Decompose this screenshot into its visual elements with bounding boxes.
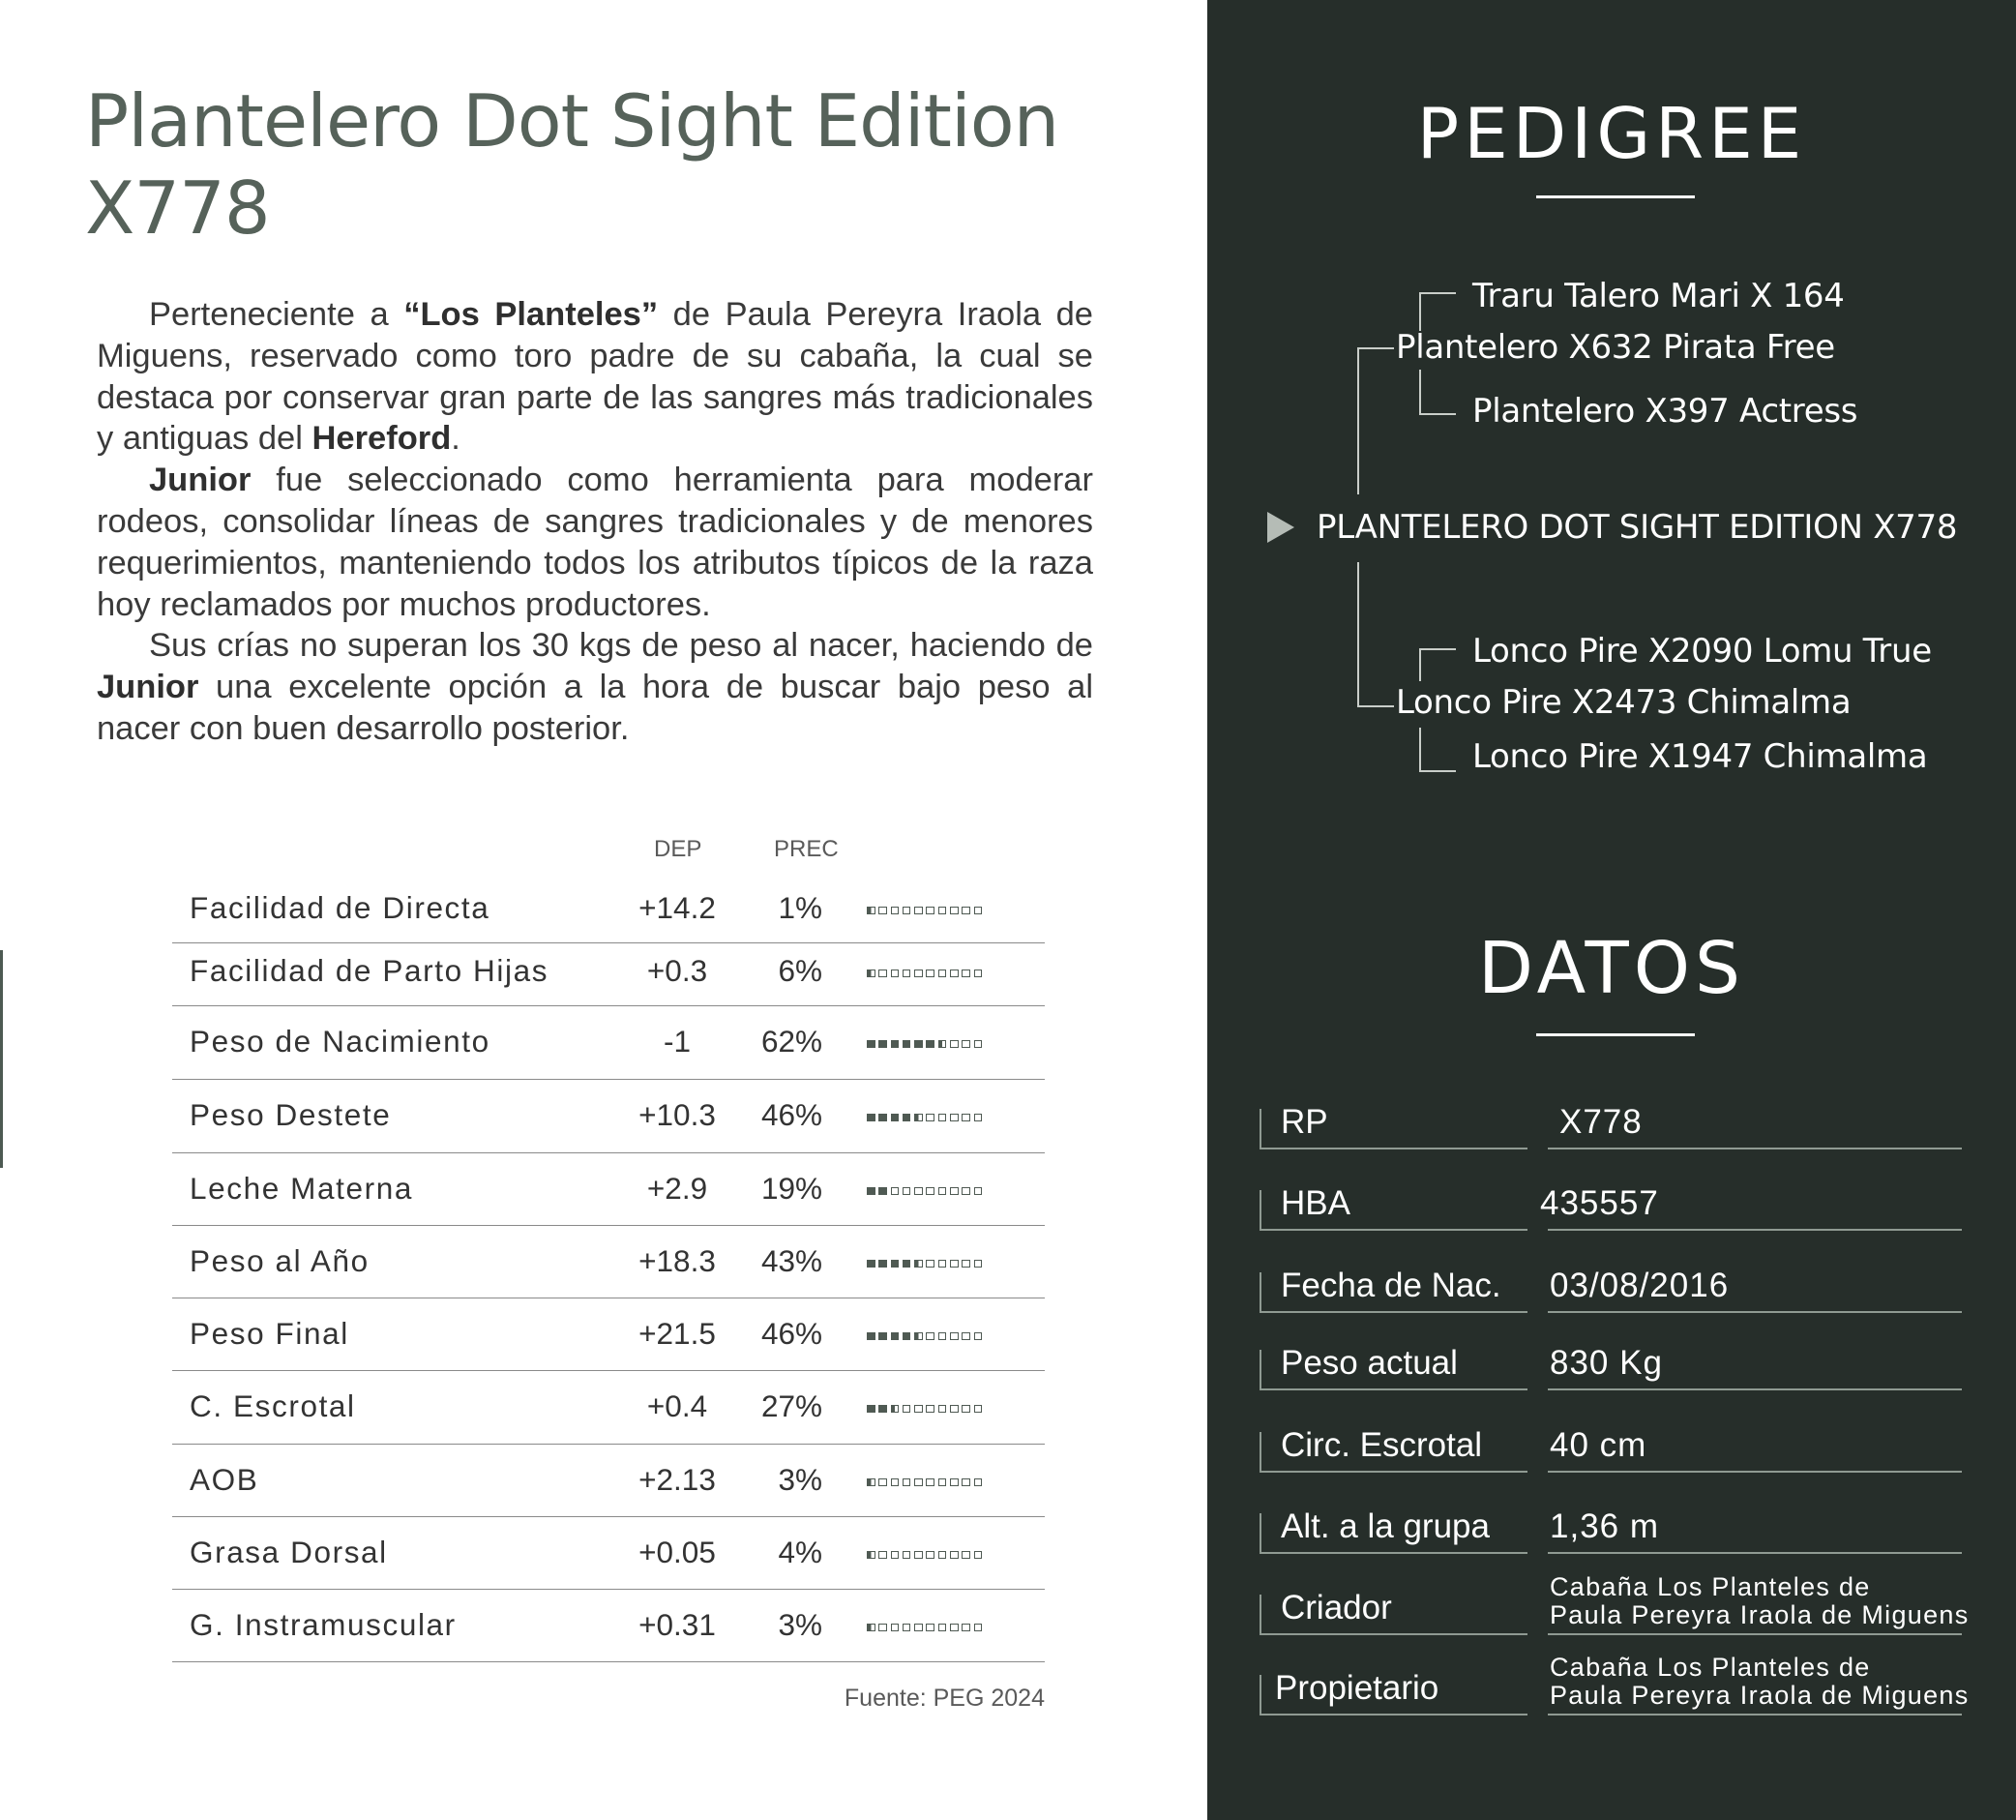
value-underline [1548, 1552, 1962, 1554]
precision-square [914, 1332, 923, 1341]
precision-square [878, 1114, 887, 1122]
datos-value: 40 cm [1550, 1426, 1647, 1464]
precision-square [891, 1551, 900, 1560]
precision-square [950, 907, 959, 915]
tree-line-dam-horizontal [1357, 705, 1394, 707]
datos-value: 830 Kg [1550, 1344, 1663, 1382]
precision-bar [867, 1477, 982, 1487]
value-underline [1548, 1633, 1962, 1635]
precision-square [867, 1187, 875, 1196]
trait-prec: 3% [778, 1607, 822, 1642]
precision-square [926, 1260, 934, 1268]
precision-square [903, 1405, 911, 1414]
text: Sus crías no superan los 30 kgs de peso al nacer, haciendo de [149, 627, 1093, 665]
datos-value: 03/08/2016 [1550, 1267, 1730, 1304]
precision-square [962, 1040, 970, 1049]
precision-square [914, 1624, 923, 1632]
precision-square [962, 1114, 970, 1122]
precision-square [938, 1040, 947, 1049]
trait-dep: +0.31 [638, 1607, 716, 1642]
precision-square [974, 1260, 983, 1268]
table-row [172, 1517, 1045, 1590]
trait-name: Facilidad de Directa [190, 890, 490, 925]
precision-square [891, 1624, 900, 1632]
trait-name: AOB [190, 1462, 259, 1497]
precision-square [903, 907, 911, 915]
precision-square [867, 1040, 875, 1049]
trait-dep: +2.9 [646, 1171, 708, 1206]
tree-line-dam-sire-horizontal [1419, 648, 1456, 650]
precision-square [914, 1478, 923, 1487]
precision-square [891, 1260, 900, 1268]
precision-square [926, 907, 934, 915]
precision-square [938, 1551, 947, 1560]
precision-square [962, 1405, 970, 1414]
precision-square [903, 970, 911, 978]
precision-square [914, 1551, 923, 1560]
datos-value-line: Paula Pereyra Iraola de Miguens [1550, 1600, 1970, 1629]
trait-name: Grasa Dorsal [190, 1535, 388, 1569]
precision-square [878, 1187, 887, 1196]
edge-divider [0, 950, 3, 1168]
datos-row [1260, 1082, 1962, 1149]
datos-label: Alt. a la grupa [1281, 1507, 1490, 1545]
pedigree-dam-dam: Lonco Pire X1947 Chimalma [1472, 737, 1928, 776]
datos-value-line: Cabaña Los Planteles de [1550, 1653, 1871, 1682]
precision-square [878, 1260, 887, 1268]
precision-square [867, 1551, 875, 1560]
table-row [172, 1006, 1045, 1080]
tree-line-dam-sire-vertical [1419, 648, 1421, 681]
datos-row [1260, 1405, 1962, 1473]
precision-square [878, 1040, 887, 1049]
bold-text: Junior [97, 669, 199, 706]
precision-square [926, 1114, 934, 1122]
datos-row [1260, 1163, 1962, 1231]
pedigree-dam-sire: Lonco Pire X2090 Lomu True [1472, 632, 1932, 671]
description-paragraph-1 [97, 294, 1093, 460]
trait-prec: 6% [778, 953, 822, 988]
precision-square [926, 1478, 934, 1487]
trait-name: Leche Materna [190, 1171, 413, 1206]
column-header-prec: PREC [774, 836, 839, 862]
precision-square [903, 1478, 911, 1487]
trait-prec: 3% [778, 1462, 822, 1497]
precision-square [891, 1114, 900, 1122]
precision-bar [867, 1186, 982, 1196]
play-triangle-icon [1267, 512, 1294, 543]
precision-square [867, 907, 875, 915]
table-row [172, 1298, 1045, 1371]
precision-square [903, 1551, 911, 1560]
precision-square [974, 1114, 983, 1122]
trait-prec: 46% [760, 1316, 822, 1351]
trait-name: G. Instramuscular [190, 1607, 457, 1642]
precision-square [926, 970, 934, 978]
precision-square [950, 1624, 959, 1632]
table-row [172, 943, 1045, 1006]
precision-square [938, 1478, 947, 1487]
precision-square [962, 1260, 970, 1268]
table-row [172, 1153, 1045, 1226]
datos-value [1550, 1573, 1970, 1629]
precision-square [974, 970, 983, 978]
precision-bar [867, 969, 982, 978]
precision-square [891, 1187, 900, 1196]
pedigree-sire-sire: Traru Talero Mari X 164 [1472, 277, 1845, 315]
precision-square [974, 1551, 983, 1560]
precision-square [878, 1624, 887, 1632]
precision-square [914, 1040, 923, 1049]
datos-value: 1,36 m [1550, 1507, 1659, 1545]
precision-square [950, 1478, 959, 1487]
precision-square [938, 1405, 947, 1414]
precision-square [878, 1551, 887, 1560]
precision-square [938, 1114, 947, 1122]
text: fue seleccionado como herramienta para moderar rodeos, consolidar líneas de sangres tradicionales y de menores requerimientos, manteniendo todos los atributos típicos de la raza hoy reclamados por muchos productores. [97, 462, 1093, 623]
precision-square [867, 1114, 875, 1122]
precision-square [950, 1187, 959, 1196]
precision-square [903, 1114, 911, 1122]
precision-bar [867, 1404, 982, 1414]
value-underline [1548, 1311, 1962, 1313]
column-header-dep: DEP [654, 836, 702, 862]
source-note: Fuente: PEG 2024 [844, 1685, 1045, 1712]
trait-prec: 19% [760, 1171, 822, 1206]
trait-name: C. Escrotal [190, 1388, 356, 1423]
pedigree-subject: PLANTELERO DOT SIGHT EDITION X778 [1317, 508, 1958, 547]
precision-square [878, 1405, 887, 1414]
precision-square [950, 1114, 959, 1122]
datos-value-line: Paula Pereyra Iraola de Miguens [1550, 1681, 1970, 1710]
precision-square [974, 1332, 983, 1341]
precision-square [962, 1624, 970, 1632]
precision-square [950, 1040, 959, 1049]
value-underline [1548, 1471, 1962, 1473]
precision-square [974, 907, 983, 915]
datos-label: HBA [1281, 1184, 1350, 1222]
trait-name: Peso de Nacimiento [190, 1024, 490, 1059]
datos-row [1260, 1486, 1962, 1554]
precision-square [867, 970, 875, 978]
tree-line-sire-sire-vertical [1419, 292, 1421, 331]
table-row [172, 1445, 1045, 1517]
pedigree-dam: Lonco Pire X2473 Chimalma [1396, 683, 1852, 722]
precision-square [903, 1040, 911, 1049]
trait-name: Peso Destete [190, 1097, 392, 1132]
datos-value [1550, 1654, 1970, 1710]
precision-square [938, 1624, 947, 1632]
precision-square [891, 1040, 900, 1049]
precision-square [867, 1624, 875, 1632]
precision-square [926, 1332, 934, 1341]
precision-square [962, 1332, 970, 1341]
value-underline [1548, 1714, 1962, 1716]
precision-square [903, 1624, 911, 1632]
precision-square [903, 1187, 911, 1196]
tree-line-sire-horizontal [1357, 347, 1394, 349]
trait-prec: 4% [778, 1535, 822, 1569]
precision-square [974, 1405, 983, 1414]
tree-line-dam-vertical [1357, 562, 1359, 706]
datos-row [1260, 1567, 1970, 1635]
trait-prec: 43% [760, 1243, 822, 1278]
datos-value: X778 [1559, 1103, 1643, 1141]
value-underline [1548, 1388, 1962, 1390]
precision-square [867, 1332, 875, 1341]
precision-square [903, 1332, 911, 1341]
datos-label: Peso actual [1281, 1344, 1458, 1382]
datos-row [1260, 1648, 1970, 1716]
tree-line-dam-dam-horizontal [1419, 770, 1456, 772]
precision-square [926, 1040, 934, 1049]
precision-square [914, 1260, 923, 1268]
trait-dep: +14.2 [638, 890, 716, 925]
pedigree-sire: Plantelero X632 Pirata Free [1396, 328, 1835, 367]
tree-line-sire-dam-vertical [1419, 370, 1421, 414]
datos-value-line: Cabaña Los Planteles de [1550, 1572, 1871, 1601]
datos-label: Criador [1281, 1589, 1392, 1626]
precision-square [938, 970, 947, 978]
pedigree-heading: PEDIGREE [1416, 93, 1807, 174]
text: . [451, 420, 460, 458]
trait-dep: +10.3 [638, 1097, 716, 1132]
precision-square [974, 1040, 983, 1049]
ep-table [172, 880, 1045, 1662]
precision-square [867, 1260, 875, 1268]
precision-bar [867, 1623, 982, 1632]
precision-square [950, 1332, 959, 1341]
precision-square [878, 970, 887, 978]
precision-square [914, 1187, 923, 1196]
trait-dep: +21.5 [638, 1316, 716, 1351]
datos-label: RP [1281, 1103, 1328, 1141]
precision-square [891, 907, 900, 915]
trait-dep: +0.4 [646, 1388, 708, 1423]
precision-square [950, 1260, 959, 1268]
precision-bar [867, 1259, 982, 1268]
tree-line-sire-vertical [1357, 347, 1359, 494]
bold-text: Junior [149, 462, 252, 499]
datos-row [1260, 1245, 1962, 1313]
precision-square [938, 1332, 947, 1341]
precision-bar [867, 1113, 982, 1122]
precision-square [914, 1114, 923, 1122]
precision-square [878, 907, 887, 915]
precision-square [962, 1478, 970, 1487]
precision-square [878, 1478, 887, 1487]
precision-square [867, 1405, 875, 1414]
trait-dep: -1 [663, 1024, 691, 1059]
precision-square [891, 1332, 900, 1341]
precision-square [974, 1624, 983, 1632]
precision-square [950, 970, 959, 978]
description-paragraph-2 [97, 460, 1093, 625]
precision-square [962, 970, 970, 978]
datos-underline [1536, 1033, 1695, 1036]
precision-square [891, 970, 900, 978]
precision-bar [867, 1550, 982, 1560]
precision-square [903, 1260, 911, 1268]
precision-square [914, 907, 923, 915]
precision-square [926, 1187, 934, 1196]
tree-line-sire-sire-horizontal [1419, 292, 1456, 294]
trait-prec: 46% [760, 1097, 822, 1132]
table-row [172, 1226, 1045, 1298]
precision-square [962, 907, 970, 915]
datos-label: Propietario [1275, 1669, 1439, 1707]
precision-square [962, 1187, 970, 1196]
precision-square [891, 1405, 900, 1414]
datos-value: 435557 [1540, 1184, 1659, 1222]
precision-square [974, 1478, 983, 1487]
precision-bar [867, 1331, 982, 1341]
precision-square [926, 1551, 934, 1560]
datos-heading: DATOS [1478, 927, 1745, 1010]
datos-label: Circ. Escrotal [1281, 1426, 1483, 1464]
trait-dep: +18.3 [638, 1243, 716, 1278]
pedigree-sire-dam: Plantelero X397 Actress [1472, 392, 1858, 431]
trait-prec: 27% [760, 1388, 822, 1423]
precision-square [950, 1405, 959, 1414]
trait-name: Peso al Año [190, 1243, 370, 1278]
text: Perteneciente a [149, 296, 404, 333]
text: de Paula Pereyra Iraola de Miguens, reservado como toro padre de su cabaña, la cual se destaca por conservar gran parte de las sangres más tradicionales y antiguas del [97, 296, 1093, 458]
trait-name: Peso Final [190, 1316, 349, 1351]
precision-bar [867, 906, 982, 915]
bold-text: “Los Planteles” [403, 296, 659, 333]
description [97, 294, 1093, 750]
table-row [172, 1080, 1045, 1153]
precision-square [926, 1624, 934, 1632]
tree-line-dam-dam-vertical [1419, 728, 1421, 771]
datos-row [1260, 1323, 1962, 1390]
datos-label: Fecha de Nac. [1281, 1267, 1501, 1304]
table-row [172, 1371, 1045, 1445]
precision-square [914, 970, 923, 978]
trait-name: Facilidad de Parto Hijas [190, 953, 549, 988]
trait-dep: +0.3 [646, 953, 708, 988]
precision-square [926, 1405, 934, 1414]
bold-text: Hereford [311, 420, 452, 458]
trait-dep: +2.13 [638, 1462, 716, 1497]
text: una excelente opción a la hora de buscar bajo peso al nacer con buen desarrollo posterior. [97, 669, 1093, 747]
precision-square [891, 1478, 900, 1487]
value-underline [1548, 1148, 1962, 1149]
precision-square [962, 1551, 970, 1560]
precision-bar [867, 1039, 982, 1049]
precision-square [950, 1551, 959, 1560]
precision-square [867, 1478, 875, 1487]
table-row [172, 880, 1045, 943]
pedigree-underline [1536, 195, 1695, 198]
precision-square [938, 1260, 947, 1268]
tree-line-sire-dam-horizontal [1419, 413, 1456, 415]
table-row [172, 1590, 1045, 1662]
value-underline [1548, 1229, 1962, 1231]
trait-prec: 1% [778, 890, 822, 925]
precision-square [938, 907, 947, 915]
trait-dep: +0.05 [638, 1535, 716, 1569]
precision-square [938, 1187, 947, 1196]
trait-prec: 62% [760, 1024, 822, 1059]
precision-square [914, 1405, 923, 1414]
precision-square [974, 1187, 983, 1196]
description-paragraph-3 [97, 625, 1093, 749]
precision-square [878, 1332, 887, 1341]
page-title: Plantelero Dot Sight Edition X778 [85, 78, 1059, 251]
